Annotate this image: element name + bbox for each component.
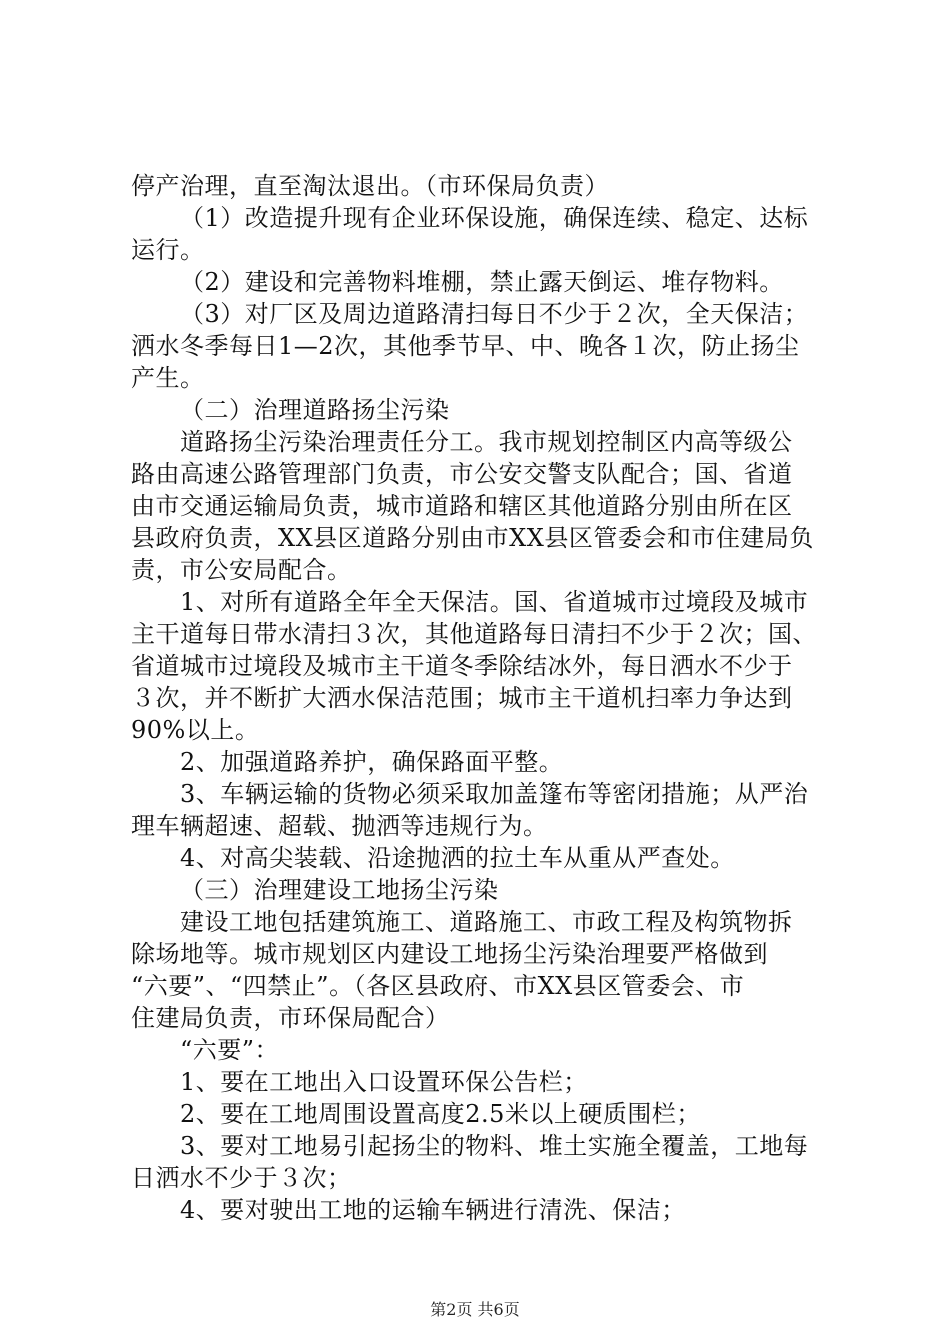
text-line: 产生。 — [131, 364, 205, 392]
text-line: 道路扬尘污染治理责任分工。我市规划控制区内高等级公 — [180, 428, 793, 456]
text-line: 县政府负责，XX县区道路分别由市XX县区管委会和市住建局负 — [131, 524, 814, 552]
text-line: 理车辆超速、超载、抛洒等违规行为。 — [131, 812, 548, 840]
section-heading: （二）治理道路扬尘污染 — [180, 396, 450, 424]
text-line: 90%以上。 — [131, 716, 260, 744]
text-line: 4、要对驶出工地的运输车辆进行清洗、保洁； — [180, 1196, 686, 1224]
text-line: 停产治理，直至淘汰退出。（市环保局负责） — [131, 172, 609, 200]
text-line: 除场地等。城市规划区内建设工地扬尘污染治理要严格做到 — [131, 940, 768, 968]
text-line: 住建局负责，市环保局配合） — [131, 1004, 450, 1032]
text-line: 运行。 — [131, 236, 205, 264]
text-line: 2、要在工地周围设置高度2.5米以上硬质围栏； — [180, 1100, 701, 1128]
text-line: 4、对高尖装载、沿途抛洒的拉土车从重从严查处。 — [180, 844, 735, 872]
text-line: （2）建设和完善物料堆棚，禁止露天倒运、堆存物料。 — [180, 268, 784, 296]
text-line: 主干道每日带水清扫３次，其他道路每日清扫不少于２次；国、 — [131, 620, 817, 648]
text-line: ３次，并不断扩大洒水保洁范围；城市主干道机扫率力争达到 — [131, 684, 793, 712]
text-line: 洒水冬季每日1—2次，其他季节早、中、晚各１次，防止扬尘 — [131, 332, 800, 360]
text-line: 责，市公安局配合。 — [131, 556, 352, 584]
text-line: “六要”： — [180, 1036, 280, 1064]
text-line: 省道城市过境段及城市主干道冬季除结冰外，每日洒水不少于 — [131, 652, 793, 680]
text-line: 3、要对工地易引起扬尘的物料、堆土实施全覆盖，工地每 — [180, 1132, 809, 1160]
text-line: （1）改造提升现有企业环保设施，确保连续、稳定、达标 — [180, 204, 809, 232]
text-line: 1、对所有道路全年全天保洁。国、省道城市过境段及城市 — [180, 588, 809, 616]
text-line: 2、加强道路养护，确保路面平整。 — [180, 748, 564, 776]
text-line: 建设工地包括建筑施工、道路施工、市政工程及构筑物拆 — [180, 908, 793, 936]
text-line: 路由高速公路管理部门负责，市公安交警支队配合；国、省道 — [131, 460, 793, 488]
text-line: 3、车辆运输的货物必须采取加盖篷布等密闭措施；从严治 — [180, 780, 809, 808]
text-line: （3）对厂区及周边道路清扫每日不少于２次，全天保洁； — [180, 300, 809, 328]
text-line: 1、要在工地出入口设置环保公告栏； — [180, 1068, 588, 1096]
text-line: 由市交通运输局负责，城市道路和辖区其他道路分别由所在区 — [131, 492, 793, 520]
section-heading: （三）治理建设工地扬尘污染 — [180, 876, 499, 904]
page-number: 第2页 共6页 — [430, 1300, 520, 1319]
text-line: “六要”、“四禁止”。（各区县政府、市XX县区管委会、市 — [131, 972, 745, 1000]
text-line: 日洒水不少于３次； — [131, 1164, 352, 1192]
